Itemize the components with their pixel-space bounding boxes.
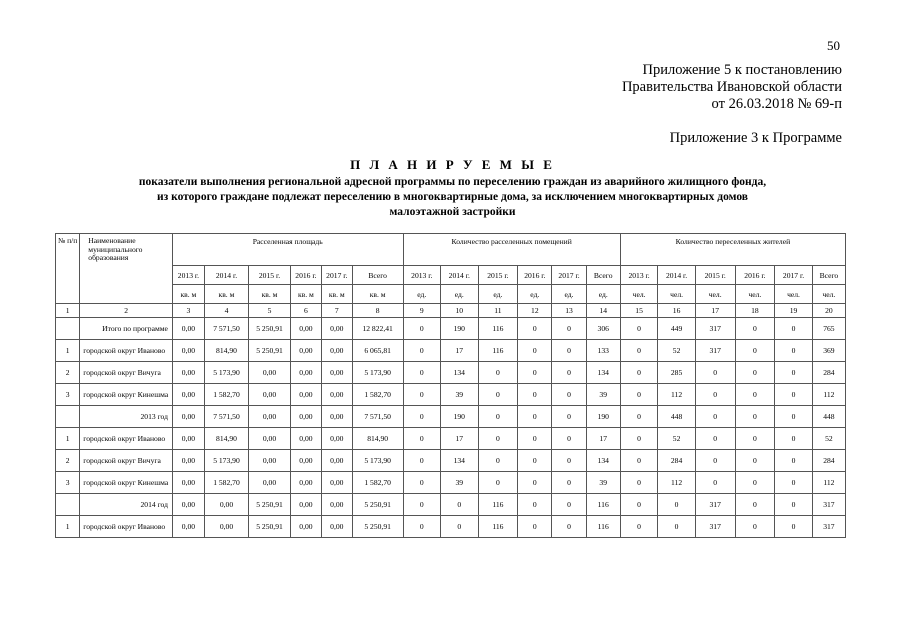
value-cell: 134	[586, 450, 620, 472]
value-cell: 0	[441, 494, 479, 516]
header-unit: чел.	[775, 285, 813, 304]
value-cell: 0	[620, 406, 658, 428]
value-cell: 0	[552, 472, 586, 494]
value-cell: 116	[586, 494, 620, 516]
value-cell: 0	[775, 384, 813, 406]
value-cell: 0,00	[321, 450, 352, 472]
value-cell: 0	[552, 516, 586, 538]
value-cell: 0	[775, 450, 813, 472]
header-number: № п/п	[56, 234, 80, 304]
value-cell: 134	[441, 450, 479, 472]
table-row	[56, 516, 846, 538]
value-cell: 0	[775, 340, 813, 362]
value-cell: 0,00	[172, 340, 204, 362]
header-year: 2013 г.	[620, 266, 658, 285]
value-cell: 0,00	[249, 384, 291, 406]
value-cell: 0,00	[290, 516, 321, 538]
value-cell: 52	[658, 428, 696, 450]
value-cell: 0	[403, 428, 441, 450]
column-number: 5	[249, 304, 291, 318]
value-cell: 0,00	[321, 384, 352, 406]
value-cell: 0,00	[249, 450, 291, 472]
value-cell: 0,00	[249, 406, 291, 428]
header-year: 2013 г.	[403, 266, 441, 285]
value-cell: 285	[658, 362, 696, 384]
value-cell: 5 250,91	[352, 516, 403, 538]
value-cell: 0,00	[172, 472, 204, 494]
value-cell: 0,00	[172, 406, 204, 428]
value-cell: 112	[658, 472, 696, 494]
value-cell: 5 173,90	[204, 362, 248, 384]
value-cell: 0	[441, 516, 479, 538]
value-cell: 0,00	[172, 362, 204, 384]
value-cell: 190	[441, 406, 479, 428]
column-number: 17	[695, 304, 735, 318]
municipality-name: городской округ Вичуга	[80, 362, 173, 384]
summary-row	[56, 494, 846, 516]
value-cell: 12 822,41	[352, 318, 403, 340]
value-cell: 0,00	[321, 494, 352, 516]
value-cell: 5 250,91	[249, 516, 291, 538]
value-cell: 814,90	[204, 428, 248, 450]
value-cell: 317	[812, 516, 845, 538]
value-cell: 284	[658, 450, 696, 472]
header-unit: чел.	[695, 285, 735, 304]
column-number: 14	[586, 304, 620, 318]
column-number: 1	[56, 304, 80, 318]
value-cell: 0	[518, 450, 552, 472]
header-unit: ед.	[441, 285, 479, 304]
header-unit: кв. м	[249, 285, 291, 304]
value-cell: 0	[735, 494, 775, 516]
value-cell: 133	[586, 340, 620, 362]
value-cell: 0	[620, 516, 658, 538]
value-cell: 0	[735, 340, 775, 362]
value-cell: 6 065,81	[352, 340, 403, 362]
column-number: 20	[812, 304, 845, 318]
column-number: 19	[775, 304, 813, 318]
value-cell: 0,00	[204, 516, 248, 538]
header-unit: ед.	[518, 285, 552, 304]
table-row	[56, 450, 846, 472]
value-cell: 1 582,70	[352, 384, 403, 406]
row-number: 2	[56, 450, 80, 472]
value-cell: 0	[552, 384, 586, 406]
table-row	[56, 428, 846, 450]
value-cell: 0	[735, 406, 775, 428]
value-cell: 0	[478, 406, 518, 428]
value-cell: 0	[735, 516, 775, 538]
row-number: 1	[56, 340, 80, 362]
summary-row	[56, 406, 846, 428]
value-cell: 0	[695, 428, 735, 450]
value-cell: 0	[518, 516, 552, 538]
table-row	[56, 472, 846, 494]
value-cell: 0,00	[172, 318, 204, 340]
row-number	[56, 318, 80, 340]
column-number: 15	[620, 304, 658, 318]
column-number: 16	[658, 304, 696, 318]
value-cell: 0	[735, 472, 775, 494]
value-cell: 0,00	[290, 494, 321, 516]
value-cell: 0	[620, 494, 658, 516]
municipality-name: городской округ Кинешма	[80, 472, 173, 494]
value-cell: 0,00	[321, 428, 352, 450]
value-cell: 0,00	[172, 450, 204, 472]
value-cell: 0	[775, 318, 813, 340]
header-year: 2014 г.	[204, 266, 248, 285]
value-cell: 0,00	[321, 362, 352, 384]
header-year: 2015 г.	[249, 266, 291, 285]
value-cell: 0	[518, 428, 552, 450]
value-cell: 448	[658, 406, 696, 428]
row-number: 2	[56, 362, 80, 384]
value-cell: 0	[478, 428, 518, 450]
value-cell: 284	[812, 362, 845, 384]
value-cell: 0	[620, 340, 658, 362]
value-cell: 0	[775, 428, 813, 450]
value-cell: 0	[403, 516, 441, 538]
value-cell: 0	[478, 450, 518, 472]
value-cell: 0	[658, 494, 696, 516]
subtitle-line: малоэтажной застройки	[389, 206, 516, 218]
value-cell: 0	[695, 450, 735, 472]
header-municipality: Наименование муниципального образования	[80, 234, 173, 304]
municipality-name: 2013 год	[80, 406, 173, 428]
header-unit: кв. м	[290, 285, 321, 304]
header-year: 2017 г.	[775, 266, 813, 285]
value-cell: 0,00	[290, 472, 321, 494]
value-cell: 0,00	[204, 494, 248, 516]
header-group-area: Расселенная площадь	[172, 234, 403, 266]
value-cell: 0	[735, 428, 775, 450]
value-cell: 39	[586, 472, 620, 494]
municipality-name: 2014 год	[80, 494, 173, 516]
value-cell: 0	[620, 472, 658, 494]
value-cell: 17	[441, 340, 479, 362]
column-number: 13	[552, 304, 586, 318]
value-cell: 0	[620, 428, 658, 450]
value-cell: 814,90	[352, 428, 403, 450]
value-cell: 0	[552, 362, 586, 384]
column-number: 10	[441, 304, 479, 318]
value-cell: 7 571,50	[204, 318, 248, 340]
value-cell: 0	[552, 406, 586, 428]
header-unit: кв. м	[352, 285, 403, 304]
value-cell: 0	[620, 318, 658, 340]
value-cell: 0	[518, 318, 552, 340]
header-year: Всего	[352, 266, 403, 285]
value-cell: 0,00	[290, 340, 321, 362]
value-cell: 369	[812, 340, 845, 362]
value-cell: 0	[403, 362, 441, 384]
column-number: 4	[204, 304, 248, 318]
value-cell: 0	[403, 384, 441, 406]
summary-row	[56, 318, 846, 340]
header-unit: кв. м	[204, 285, 248, 304]
header-year: 2015 г.	[478, 266, 518, 285]
value-cell: 1 582,70	[204, 384, 248, 406]
header-unit: чел.	[735, 285, 775, 304]
value-cell: 116	[478, 318, 518, 340]
value-cell: 39	[441, 472, 479, 494]
value-cell: 0,00	[290, 406, 321, 428]
value-cell: 134	[441, 362, 479, 384]
municipality-name: городской округ Иваново	[80, 428, 173, 450]
municipality-name: городской округ Кинешма	[80, 384, 173, 406]
value-cell: 7 571,50	[352, 406, 403, 428]
table-row	[56, 384, 846, 406]
value-cell: 0	[518, 494, 552, 516]
header-year: 2016 г.	[735, 266, 775, 285]
value-cell: 0	[518, 472, 552, 494]
value-cell: 0	[775, 362, 813, 384]
value-cell: 0	[775, 472, 813, 494]
value-cell: 190	[586, 406, 620, 428]
value-cell: 0	[775, 406, 813, 428]
value-cell: 39	[441, 384, 479, 406]
value-cell: 116	[478, 516, 518, 538]
header-year: Всего	[812, 266, 845, 285]
value-cell: 0,00	[172, 494, 204, 516]
value-cell: 0	[518, 340, 552, 362]
column-number: 3	[172, 304, 204, 318]
value-cell: 52	[812, 428, 845, 450]
value-cell: 0	[518, 362, 552, 384]
value-cell: 317	[695, 494, 735, 516]
value-cell: 0	[403, 494, 441, 516]
subtitle-line: показатели выполнения региональной адресной программы по переселению граждан из аварийного жилищного фонда,	[138, 176, 767, 188]
value-cell: 765	[812, 318, 845, 340]
value-cell: 0,00	[321, 406, 352, 428]
value-cell: 317	[695, 340, 735, 362]
value-cell: 306	[586, 318, 620, 340]
value-cell: 0	[478, 384, 518, 406]
value-cell: 317	[695, 516, 735, 538]
value-cell: 112	[658, 384, 696, 406]
value-cell: 0	[775, 516, 813, 538]
header-year: Всего	[586, 266, 620, 285]
table-row	[56, 362, 846, 384]
value-cell: 0	[403, 340, 441, 362]
value-cell: 0,00	[321, 340, 352, 362]
column-number: 11	[478, 304, 518, 318]
value-cell: 317	[812, 494, 845, 516]
value-cell: 0,00	[249, 428, 291, 450]
column-number: 2	[80, 304, 173, 318]
value-cell: 0	[552, 494, 586, 516]
value-cell: 112	[812, 472, 845, 494]
value-cell: 0	[735, 362, 775, 384]
appendix-line: от 26.03.2018 № 69-п	[711, 96, 842, 112]
column-number: 9	[403, 304, 441, 318]
value-cell: 0,00	[290, 450, 321, 472]
header-year: 2014 г.	[658, 266, 696, 285]
value-cell: 0	[518, 406, 552, 428]
indicators-table	[55, 233, 846, 538]
municipality-name: городской округ Иваново	[80, 340, 173, 362]
header-unit: кв. м	[172, 285, 204, 304]
value-cell: 0	[695, 406, 735, 428]
value-cell: 0	[695, 362, 735, 384]
value-cell: 0	[620, 384, 658, 406]
column-number: 12	[518, 304, 552, 318]
header-unit: чел.	[812, 285, 845, 304]
header-unit: кв. м	[321, 285, 352, 304]
value-cell: 0	[775, 494, 813, 516]
header-year: 2017 г.	[552, 266, 586, 285]
header-year: 2015 г.	[695, 266, 735, 285]
value-cell: 52	[658, 340, 696, 362]
value-cell: 0	[403, 406, 441, 428]
value-cell: 0	[403, 472, 441, 494]
value-cell: 1 582,70	[352, 472, 403, 494]
value-cell: 0	[552, 340, 586, 362]
value-cell: 0,00	[321, 318, 352, 340]
value-cell: 112	[812, 384, 845, 406]
value-cell: 0,00	[290, 428, 321, 450]
row-number: 3	[56, 472, 80, 494]
row-number	[56, 494, 80, 516]
value-cell: 0	[478, 362, 518, 384]
column-number: 7	[321, 304, 352, 318]
value-cell: 0,00	[290, 362, 321, 384]
header-group-people: Количество переселенных жителей	[620, 234, 845, 266]
header-unit: чел.	[620, 285, 658, 304]
value-cell: 448	[812, 406, 845, 428]
value-cell: 0	[403, 318, 441, 340]
value-cell: 449	[658, 318, 696, 340]
municipality-name: городской округ Вичуга	[80, 450, 173, 472]
value-cell: 0	[735, 450, 775, 472]
row-number: 1	[56, 428, 80, 450]
row-number: 1	[56, 516, 80, 538]
value-cell: 5 250,91	[249, 494, 291, 516]
value-cell: 5 250,91	[249, 340, 291, 362]
header-year: 2013 г.	[172, 266, 204, 285]
value-cell: 0,00	[290, 384, 321, 406]
header-year: 2017 г.	[321, 266, 352, 285]
value-cell: 5 250,91	[249, 318, 291, 340]
value-cell: 317	[695, 318, 735, 340]
value-cell: 0	[620, 450, 658, 472]
value-cell: 284	[812, 450, 845, 472]
value-cell: 0	[478, 472, 518, 494]
table-row	[56, 340, 846, 362]
value-cell: 116	[478, 494, 518, 516]
value-cell: 116	[586, 516, 620, 538]
row-number	[56, 406, 80, 428]
municipality-name: городской округ Иваново	[80, 516, 173, 538]
column-number: 8	[352, 304, 403, 318]
value-cell: 1 582,70	[204, 472, 248, 494]
subtitle-line: из которого граждане подлежат переселению в многоквартирные дома, за исключением многоквартирных домов	[156, 191, 748, 203]
value-cell: 0	[552, 318, 586, 340]
appendix-line: Правительства Ивановской области	[621, 79, 842, 95]
value-cell: 0	[552, 450, 586, 472]
column-number: 18	[735, 304, 775, 318]
value-cell: 0	[735, 318, 775, 340]
appendix-header	[622, 62, 842, 113]
header-unit: ед.	[586, 285, 620, 304]
value-cell: 17	[586, 428, 620, 450]
header-group-rooms: Количество расселенных помещений	[403, 234, 620, 266]
header-year: 2016 г.	[290, 266, 321, 285]
value-cell: 0	[403, 450, 441, 472]
value-cell: 5 173,90	[352, 362, 403, 384]
document-title: П Л А Н И Р У Е М Ы Е	[350, 157, 555, 172]
document-subtitle	[0, 175, 905, 220]
header-year: 2016 г.	[518, 266, 552, 285]
value-cell: 0,00	[249, 472, 291, 494]
value-cell: 0	[552, 428, 586, 450]
value-cell: 0,00	[321, 516, 352, 538]
value-cell: 0	[658, 516, 696, 538]
value-cell: 0,00	[321, 472, 352, 494]
page-number: 50	[827, 38, 840, 53]
value-cell: 134	[586, 362, 620, 384]
value-cell: 39	[586, 384, 620, 406]
column-number: 6	[290, 304, 321, 318]
value-cell: 17	[441, 428, 479, 450]
value-cell: 0,00	[290, 318, 321, 340]
value-cell: 116	[478, 340, 518, 362]
value-cell: 0	[620, 362, 658, 384]
value-cell: 0	[735, 384, 775, 406]
value-cell: 5 173,90	[352, 450, 403, 472]
header-unit: ед.	[478, 285, 518, 304]
value-cell: 0,00	[172, 428, 204, 450]
appendix-line: Приложение 5 к постановлению	[642, 62, 842, 78]
appendix-program: Приложение 3 к Программе	[669, 130, 842, 146]
value-cell: 0,00	[249, 362, 291, 384]
value-cell: 5 173,90	[204, 450, 248, 472]
value-cell: 7 571,50	[204, 406, 248, 428]
header-unit: чел.	[658, 285, 696, 304]
header-unit: ед.	[403, 285, 441, 304]
value-cell: 0	[695, 384, 735, 406]
value-cell: 814,90	[204, 340, 248, 362]
header-year: 2014 г.	[441, 266, 479, 285]
value-cell: 0	[695, 472, 735, 494]
value-cell: 0	[518, 384, 552, 406]
header-unit: ед.	[552, 285, 586, 304]
value-cell: 0,00	[172, 384, 204, 406]
value-cell: 190	[441, 318, 479, 340]
value-cell: 0,00	[172, 516, 204, 538]
municipality-name: Итого по программе	[80, 318, 173, 340]
value-cell: 5 250,91	[352, 494, 403, 516]
row-number: 3	[56, 384, 80, 406]
